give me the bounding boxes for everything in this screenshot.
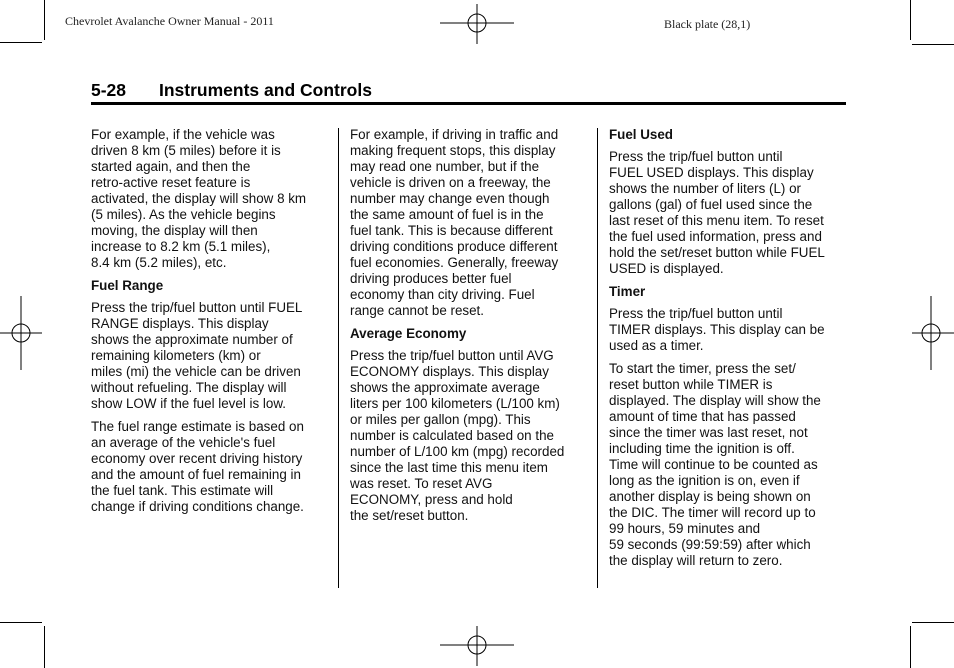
registration-mark-right-icon bbox=[912, 296, 954, 370]
text-line: (5 miles). As the vehicle begins bbox=[91, 207, 276, 222]
text-line: shows the approximate number of bbox=[91, 332, 293, 347]
text-line: the display will return to zero. bbox=[609, 553, 783, 568]
text-line: ECONOMY, press and hold bbox=[350, 492, 513, 507]
text-line: number of L/100 km (mpg) recorded bbox=[350, 444, 565, 459]
text-line: To start the timer, press the set/ bbox=[609, 361, 796, 376]
text-line: fuel tank. This is because different bbox=[350, 223, 553, 238]
text-line: retro-active reset feature is bbox=[91, 175, 251, 190]
text-line: hold the set/reset button while FUEL bbox=[609, 245, 825, 260]
paragraph bbox=[609, 149, 849, 277]
plate-label: Black plate (28,1) bbox=[664, 17, 751, 31]
text-line: or miles per gallon (mpg). This bbox=[350, 412, 531, 427]
text-line: liters per 100 kilometers (L/100 km) bbox=[350, 396, 560, 411]
text-line: started again, and then the bbox=[91, 159, 251, 174]
text-line: the same amount of fuel is in the bbox=[350, 207, 544, 222]
text-line: Press the trip/fuel button until bbox=[609, 149, 783, 164]
text-line: The fuel range estimate is based on bbox=[91, 419, 304, 434]
text-line: the fuel used information, press and bbox=[609, 229, 822, 244]
crop-mark-bottom-left-v bbox=[44, 626, 45, 668]
text-line: ECONOMY displays. This display bbox=[350, 364, 549, 379]
heading-rule bbox=[91, 102, 846, 105]
text-line: shows the approximate average bbox=[350, 380, 540, 395]
column-divider-2 bbox=[597, 128, 598, 588]
text-line: increase to 8.2 km (5.1 miles), bbox=[91, 239, 271, 254]
text-line: making frequent stops, this display bbox=[350, 143, 556, 158]
text-line: driven 8 km (5 miles) before it is bbox=[91, 143, 281, 158]
crop-mark-bottom-left-h bbox=[0, 622, 42, 623]
page-number: 5-28 bbox=[91, 80, 127, 100]
text-line: remaining kilometers (km) or bbox=[91, 348, 261, 363]
text-line: number may change even though bbox=[350, 191, 550, 206]
text-line: another display is being shown on bbox=[609, 489, 811, 504]
registration-mark-bottom-icon bbox=[440, 626, 514, 666]
text-line: fuel economies. Generally, freeway bbox=[350, 255, 559, 270]
crop-mark-top-left-v bbox=[44, 0, 45, 40]
text-line: including time the ignition is off. bbox=[609, 441, 795, 456]
column-3 bbox=[609, 127, 849, 576]
text-line: and the amount of fuel remaining in bbox=[91, 467, 301, 482]
paragraph bbox=[609, 306, 849, 354]
text-line: range cannot be reset. bbox=[350, 303, 484, 318]
subheading-timer: Timer bbox=[609, 284, 646, 299]
text-line: 8.4 km (5.2 miles), etc. bbox=[91, 255, 227, 270]
paragraph bbox=[350, 127, 590, 319]
crop-mark-top-right-h bbox=[912, 44, 954, 45]
section-heading bbox=[91, 80, 372, 101]
text-line: TIMER displays. This display can be bbox=[609, 322, 825, 337]
text-line: Press the trip/fuel button until AVG bbox=[350, 348, 554, 363]
text-line: long as the ignition is on, even if bbox=[609, 473, 800, 488]
crop-mark-bottom-right-v bbox=[910, 626, 911, 668]
text-line: reset button while TIMER is bbox=[609, 377, 773, 392]
text-line: displayed. The display will show the bbox=[609, 393, 821, 408]
text-line: 59 seconds (99:59:59) after which bbox=[609, 537, 811, 552]
text-line: Press the trip/fuel button until FUEL bbox=[91, 300, 303, 315]
column-1 bbox=[91, 127, 331, 522]
text-line: Press the trip/fuel button until bbox=[609, 306, 783, 321]
text-line: RANGE displays. This display bbox=[91, 316, 269, 331]
crop-mark-bottom-right-h bbox=[912, 622, 954, 623]
crop-mark-top-left-h bbox=[0, 42, 42, 43]
text-line: the set/reset button. bbox=[350, 508, 469, 523]
subheading-average-economy: Average Economy bbox=[350, 326, 467, 341]
text-line: since the timer was last reset, not bbox=[609, 425, 808, 440]
text-line: driving conditions produce different bbox=[350, 239, 558, 254]
text-line: FUEL USED displays. This display bbox=[609, 165, 814, 180]
text-line: used as a timer. bbox=[609, 338, 704, 353]
paragraph bbox=[91, 127, 331, 271]
manual-title: Chevrolet Avalanche Owner Manual - 2011 bbox=[65, 14, 274, 28]
text-line: number is calculated based on the bbox=[350, 428, 554, 443]
text-line: activated, the display will show 8 km bbox=[91, 191, 307, 206]
text-line: vehicle is driven on a freeway, the bbox=[350, 175, 551, 190]
text-line: show LOW if the fuel level is low. bbox=[91, 396, 286, 411]
paragraph bbox=[609, 361, 849, 569]
text-line: moving, the display will then bbox=[91, 223, 258, 238]
text-line: the DIC. The timer will record up to bbox=[609, 505, 816, 520]
column-divider-1 bbox=[338, 128, 339, 588]
text-line: may read one number, but if the bbox=[350, 159, 540, 174]
text-line: 99 hours, 59 minutes and bbox=[609, 521, 761, 536]
text-line: economy than city driving. Fuel bbox=[350, 287, 535, 302]
paragraph bbox=[91, 419, 331, 515]
text-line: was reset. To reset AVG bbox=[350, 476, 493, 491]
text-line: last reset of this menu item. To reset bbox=[609, 213, 824, 228]
text-line: driving produces better fuel bbox=[350, 271, 512, 286]
text-line: gallons (gal) of fuel used since the bbox=[609, 197, 813, 212]
subheading-fuel-range: Fuel Range bbox=[91, 278, 164, 293]
text-line: USED is displayed. bbox=[609, 261, 724, 276]
text-line: since the last time this menu item bbox=[350, 460, 548, 475]
text-line: For example, if the vehicle was bbox=[91, 127, 275, 142]
text-line: change if driving conditions change. bbox=[91, 499, 304, 514]
text-line: economy over recent driving history bbox=[91, 451, 303, 466]
text-line: For example, if driving in traffic and bbox=[350, 127, 559, 142]
column-2 bbox=[350, 127, 590, 531]
text-line: amount of time that has passed bbox=[609, 409, 796, 424]
text-line: the fuel tank. This estimate will bbox=[91, 483, 274, 498]
text-line: shows the number of liters (L) or bbox=[609, 181, 802, 196]
text-line: Time will continue to be counted as bbox=[609, 457, 818, 472]
subheading-fuel-used: Fuel Used bbox=[609, 127, 673, 142]
section-title: Instruments and Controls bbox=[159, 80, 372, 100]
paragraph bbox=[350, 348, 590, 524]
text-line: without refueling. The display will bbox=[91, 380, 287, 395]
text-line: an average of the vehicle's fuel bbox=[91, 435, 276, 450]
paragraph bbox=[91, 300, 331, 412]
text-line: miles (mi) the vehicle can be driven bbox=[91, 364, 301, 379]
crop-mark-top-right-v bbox=[910, 0, 911, 40]
registration-mark-top-icon bbox=[440, 4, 514, 44]
registration-mark-left-icon bbox=[0, 296, 42, 370]
